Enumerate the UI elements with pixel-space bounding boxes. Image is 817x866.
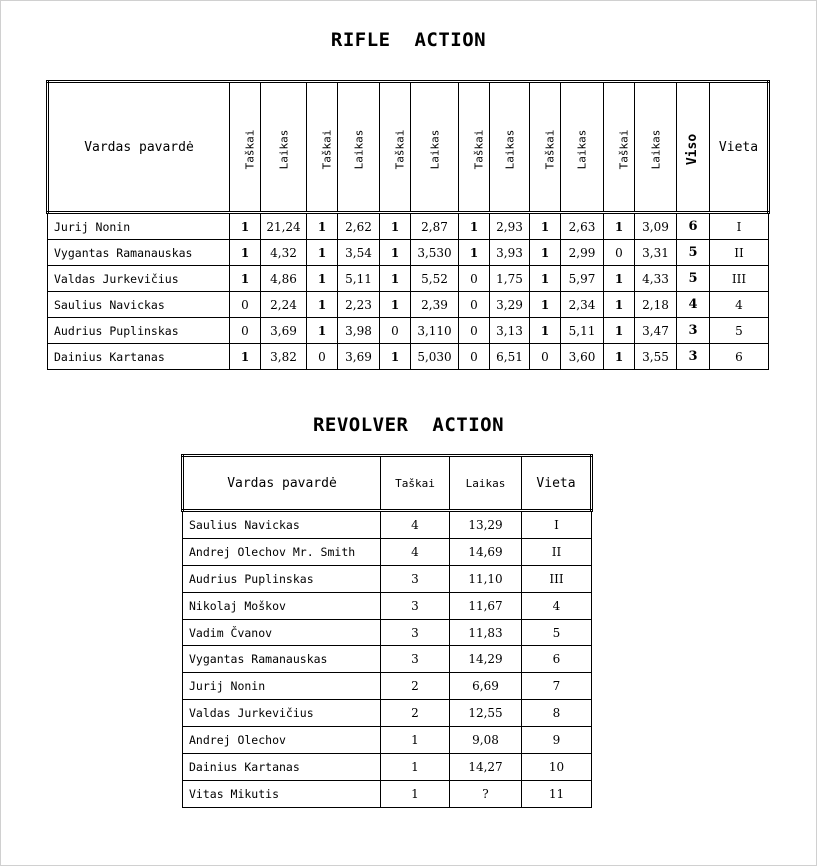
time-cell: 2,93 [490, 213, 530, 240]
place-cell: 6 [522, 646, 592, 673]
time-cell: 2,39 [411, 292, 459, 318]
points-cell: 1 [307, 318, 338, 344]
time-cell: 21,24 [261, 213, 307, 240]
competitor-name: Audrius Puplinskas [183, 565, 381, 592]
table-row [48, 213, 769, 240]
table-row [183, 727, 592, 754]
table-row [183, 754, 592, 781]
rifle-header-time-6: Laikas [635, 82, 677, 213]
time-cell: 2,99 [561, 240, 604, 266]
time-cell: 3,13 [490, 318, 530, 344]
place-cell: 10 [522, 754, 592, 781]
table-row [48, 292, 769, 318]
time-cell: 3,54 [338, 240, 380, 266]
time-cell: 2,63 [561, 213, 604, 240]
place-cell: III [710, 266, 769, 292]
points-cell: 1 [230, 213, 261, 240]
competitor-name: Jurij Nonin [48, 213, 230, 240]
time-cell: 2,24 [261, 292, 307, 318]
total-cell: 5 [677, 266, 710, 292]
time-cell: 3,29 [490, 292, 530, 318]
revolver-header-row [183, 456, 592, 511]
competitor-name: Dainius Kartanas [183, 754, 381, 781]
time-cell: 14,27 [450, 754, 522, 781]
place-cell: 8 [522, 700, 592, 727]
points-cell: 1 [307, 240, 338, 266]
table-row [183, 646, 592, 673]
place-cell: 4 [522, 592, 592, 619]
rifle-header-points-3: Taškai [380, 82, 411, 213]
time-cell: 3,82 [261, 344, 307, 370]
table-row [183, 565, 592, 592]
rifle-header-total: Viso [677, 82, 710, 213]
time-cell: ? [450, 780, 522, 807]
points-cell: 1 [604, 213, 635, 240]
time-cell: 2,34 [561, 292, 604, 318]
total-cell: 3 [677, 318, 710, 344]
points-cell: 3 [381, 565, 450, 592]
time-cell: 9,08 [450, 727, 522, 754]
competitor-name: Andrej Olechov Mr. Smith [183, 538, 381, 565]
points-cell: 1 [380, 266, 411, 292]
time-cell: 5,11 [338, 266, 380, 292]
time-cell: 3,93 [490, 240, 530, 266]
total-cell: 4 [677, 292, 710, 318]
points-cell: 1 [530, 266, 561, 292]
time-cell: 13,29 [450, 511, 522, 539]
table-row [183, 511, 592, 539]
points-cell: 1 [530, 318, 561, 344]
points-cell: 1 [307, 266, 338, 292]
points-cell: 1 [604, 292, 635, 318]
rifle-header-name: Vardas pavardė [48, 82, 230, 213]
rifle-header-time-3: Laikas [411, 82, 459, 213]
table-row [183, 619, 592, 646]
points-cell: 1 [381, 727, 450, 754]
competitor-name: Vygantas Ramanauskas [48, 240, 230, 266]
time-cell: 3,60 [561, 344, 604, 370]
time-cell: 5,030 [411, 344, 459, 370]
place-cell: 7 [522, 673, 592, 700]
table-row [183, 673, 592, 700]
revolver-header-name: Vardas pavardė [183, 456, 381, 511]
time-cell: 2,87 [411, 213, 459, 240]
table-row [183, 700, 592, 727]
place-cell: 5 [522, 619, 592, 646]
points-cell: 0 [604, 240, 635, 266]
revolver-results-table [181, 454, 593, 808]
time-cell: 3,530 [411, 240, 459, 266]
competitor-name: Vitas Mikutis [183, 780, 381, 807]
points-cell: 1 [459, 213, 490, 240]
table-row [48, 266, 769, 292]
points-cell: 0 [459, 292, 490, 318]
time-cell: 5,11 [561, 318, 604, 344]
points-cell: 4 [381, 538, 450, 565]
place-cell: 9 [522, 727, 592, 754]
time-cell: 6,51 [490, 344, 530, 370]
points-cell: 0 [459, 344, 490, 370]
place-cell: 4 [710, 292, 769, 318]
time-cell: 3,47 [635, 318, 677, 344]
points-cell: 0 [230, 292, 261, 318]
time-cell: 3,09 [635, 213, 677, 240]
time-cell: 3,110 [411, 318, 459, 344]
points-cell: 4 [381, 511, 450, 539]
place-cell: 11 [522, 780, 592, 807]
time-cell: 14,29 [450, 646, 522, 673]
rifle-header-points-5: Taškai [530, 82, 561, 213]
time-cell: 2,23 [338, 292, 380, 318]
rifle-title: RIFLE ACTION [330, 29, 487, 51]
time-cell: 12,55 [450, 700, 522, 727]
total-cell: 3 [677, 344, 710, 370]
place-cell: III [522, 565, 592, 592]
place-cell: 6 [710, 344, 769, 370]
points-cell: 1 [380, 213, 411, 240]
rifle-header-time-1: Laikas [261, 82, 307, 213]
time-cell: 1,75 [490, 266, 530, 292]
time-cell: 11,67 [450, 592, 522, 619]
rifle-header-time-4: Laikas [490, 82, 530, 213]
points-cell: 1 [604, 344, 635, 370]
rifle-header-row [48, 82, 769, 213]
revolver-header-points: Taškai [381, 456, 450, 511]
points-cell: 3 [381, 592, 450, 619]
time-cell: 6,69 [450, 673, 522, 700]
revolver-header-time: Laikas [450, 456, 522, 511]
competitor-name: Andrej Olechov [183, 727, 381, 754]
rifle-header-time-5: Laikas [561, 82, 604, 213]
place-cell: II [522, 538, 592, 565]
points-cell: 2 [381, 673, 450, 700]
points-cell: 3 [381, 619, 450, 646]
points-cell: 1 [604, 318, 635, 344]
table-row [183, 592, 592, 619]
points-cell: 1 [380, 240, 411, 266]
points-cell: 1 [230, 344, 261, 370]
time-cell: 3,55 [635, 344, 677, 370]
time-cell: 5,52 [411, 266, 459, 292]
time-cell: 3,98 [338, 318, 380, 344]
points-cell: 1 [530, 213, 561, 240]
time-cell: 11,10 [450, 565, 522, 592]
time-cell: 5,97 [561, 266, 604, 292]
place-cell: II [710, 240, 769, 266]
table-row [48, 318, 769, 344]
points-cell: 1 [381, 754, 450, 781]
revolver-title: REVOLVER ACTION [312, 414, 505, 436]
time-cell: 11,83 [450, 619, 522, 646]
rifle-header-points-2: Taškai [307, 82, 338, 213]
place-cell: 5 [710, 318, 769, 344]
rifle-header-place: Vieta [710, 82, 769, 213]
competitor-name: Vadim Čvanov [183, 619, 381, 646]
revolver-header-place: Vieta [522, 456, 592, 511]
table-row [48, 344, 769, 370]
competitor-name: Valdas Jurkevičius [48, 266, 230, 292]
points-cell: 1 [459, 240, 490, 266]
rifle-results-table [46, 80, 770, 370]
time-cell: 3,69 [338, 344, 380, 370]
total-cell: 5 [677, 240, 710, 266]
place-cell: I [522, 511, 592, 539]
points-cell: 1 [230, 266, 261, 292]
competitor-name: Saulius Navickas [183, 511, 381, 539]
points-cell: 0 [530, 344, 561, 370]
competitor-name: Jurij Nonin [183, 673, 381, 700]
table-row [48, 240, 769, 266]
points-cell: 0 [459, 318, 490, 344]
points-cell: 0 [230, 318, 261, 344]
time-cell: 2,18 [635, 292, 677, 318]
table-row [183, 780, 592, 807]
total-cell: 6 [677, 213, 710, 240]
rifle-header-points-1: Taškai [230, 82, 261, 213]
rifle-header-points-4: Taškai [459, 82, 490, 213]
points-cell: 1 [380, 292, 411, 318]
competitor-name: Vygantas Ramanauskas [183, 646, 381, 673]
competitor-name: Audrius Puplinskas [48, 318, 230, 344]
points-cell: 1 [530, 240, 561, 266]
points-cell: 1 [380, 344, 411, 370]
points-cell: 0 [380, 318, 411, 344]
points-cell: 0 [459, 266, 490, 292]
points-cell: 0 [307, 344, 338, 370]
competitor-name: Valdas Jurkevičius [183, 700, 381, 727]
points-cell: 1 [381, 780, 450, 807]
time-cell: 4,86 [261, 266, 307, 292]
competitor-name: Dainius Kartanas [48, 344, 230, 370]
competitor-name: Saulius Navickas [48, 292, 230, 318]
time-cell: 4,32 [261, 240, 307, 266]
time-cell: 4,33 [635, 266, 677, 292]
points-cell: 1 [604, 266, 635, 292]
points-cell: 3 [381, 646, 450, 673]
points-cell: 1 [530, 292, 561, 318]
rifle-header-points-6: Taškai [604, 82, 635, 213]
points-cell: 1 [307, 213, 338, 240]
time-cell: 3,69 [261, 318, 307, 344]
time-cell: 2,62 [338, 213, 380, 240]
points-cell: 1 [307, 292, 338, 318]
time-cell: 14,69 [450, 538, 522, 565]
table-row [183, 538, 592, 565]
competitor-name: Nikolaj Moškov [183, 592, 381, 619]
time-cell: 3,31 [635, 240, 677, 266]
place-cell: I [710, 213, 769, 240]
rifle-header-time-2: Laikas [338, 82, 380, 213]
points-cell: 1 [230, 240, 261, 266]
points-cell: 2 [381, 700, 450, 727]
